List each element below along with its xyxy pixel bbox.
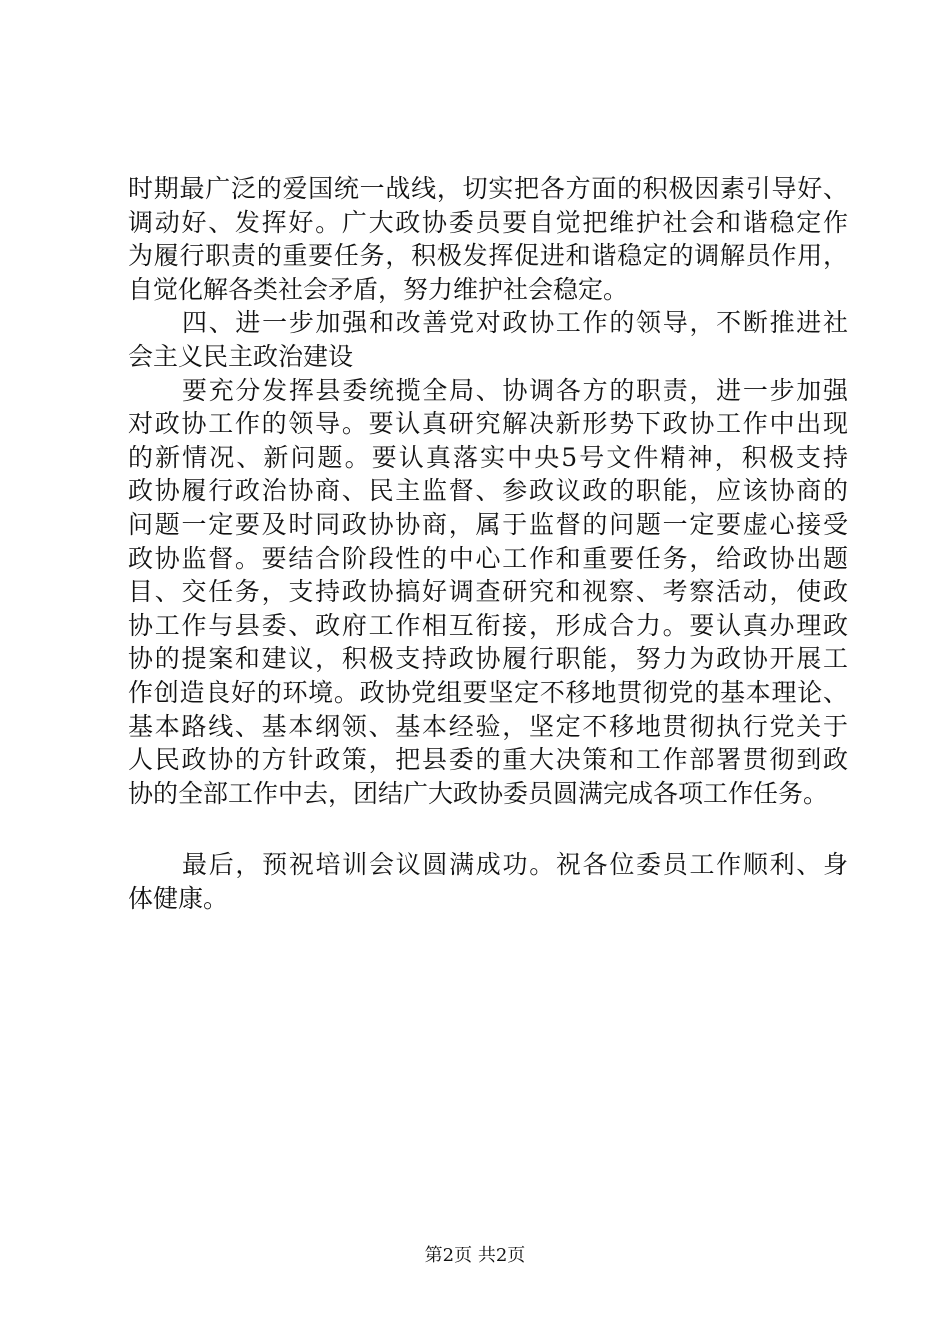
text-line: 协的提案和建议，积极支持政协履行职能，努力为政协开展工	[128, 644, 848, 674]
text-line: 问题一定要及时同政协协商，属于监督的问题一定要虚心接受	[128, 509, 848, 539]
text-line: 作创造良好的环境。政协党组要坚定不移地贯彻党的基本理论、	[128, 677, 848, 707]
text-line: 体健康。	[128, 883, 229, 913]
text-line: 调动好、发挥好。广大政协委员要自觉把维护社会和谐稳定作	[128, 207, 848, 237]
page-number-footer: 第2页 共2页	[424, 1245, 526, 1266]
text-line: 四、进一步加强和改善党对政协工作的领导，不断推进社	[182, 308, 848, 338]
text-line: 时期最广泛的爱国统一战线，切实把各方面的积极因素引导好、	[128, 174, 848, 203]
text-line: 要充分发挥县委统揽全局、协调各方的职责，进一步加强	[182, 375, 848, 405]
text-line: 目、交任务，支持政协搞好调查研究和视察、考察活动，使政	[128, 577, 848, 607]
paragraph-closing	[128, 848, 848, 915]
paragraph-leadership	[128, 374, 848, 811]
text-line: 对政协工作的领导。要认真研究解决新形势下政协工作中出现	[128, 409, 848, 439]
text-line: 的新情况、新问题。要认真落实中央5号文件精神，积极支持	[128, 442, 848, 472]
text-line: 最后，预祝培训会议圆满成功。祝各位委员工作顺利、身	[182, 850, 848, 880]
text-line: 基本路线、基本纲领、基本经验，坚定不移地贯彻执行党关于	[128, 711, 848, 741]
text-line: 人民政协的方针政策，把县委的重大决策和工作部署贯彻到政	[128, 745, 848, 775]
text-line: 会主义民主政治建设	[128, 341, 354, 371]
paragraph-gap	[128, 810, 848, 848]
document-body	[128, 172, 848, 915]
text-line: 政协监督。要结合阶段性的中心工作和重要任务，给政协出题	[128, 543, 848, 573]
text-line: 政协履行政治协商、民主监督、参政议政的职能，应该协商的	[128, 476, 848, 506]
text-line: 协工作与县委、政府工作相互衔接，形成合力。要认真办理政	[128, 610, 848, 640]
text-line: 自觉化解各类社会矛盾，努力维护社会稳定。	[128, 274, 629, 304]
text-line: 为履行职责的重要任务，积极发挥促进和谐稳定的调解员作用，	[128, 241, 848, 271]
section-heading-four	[128, 306, 848, 373]
paragraph-unity	[128, 172, 848, 306]
text-line: 协的全部工作中去，团结广大政协委员圆满完成各项工作任务。	[128, 778, 829, 808]
